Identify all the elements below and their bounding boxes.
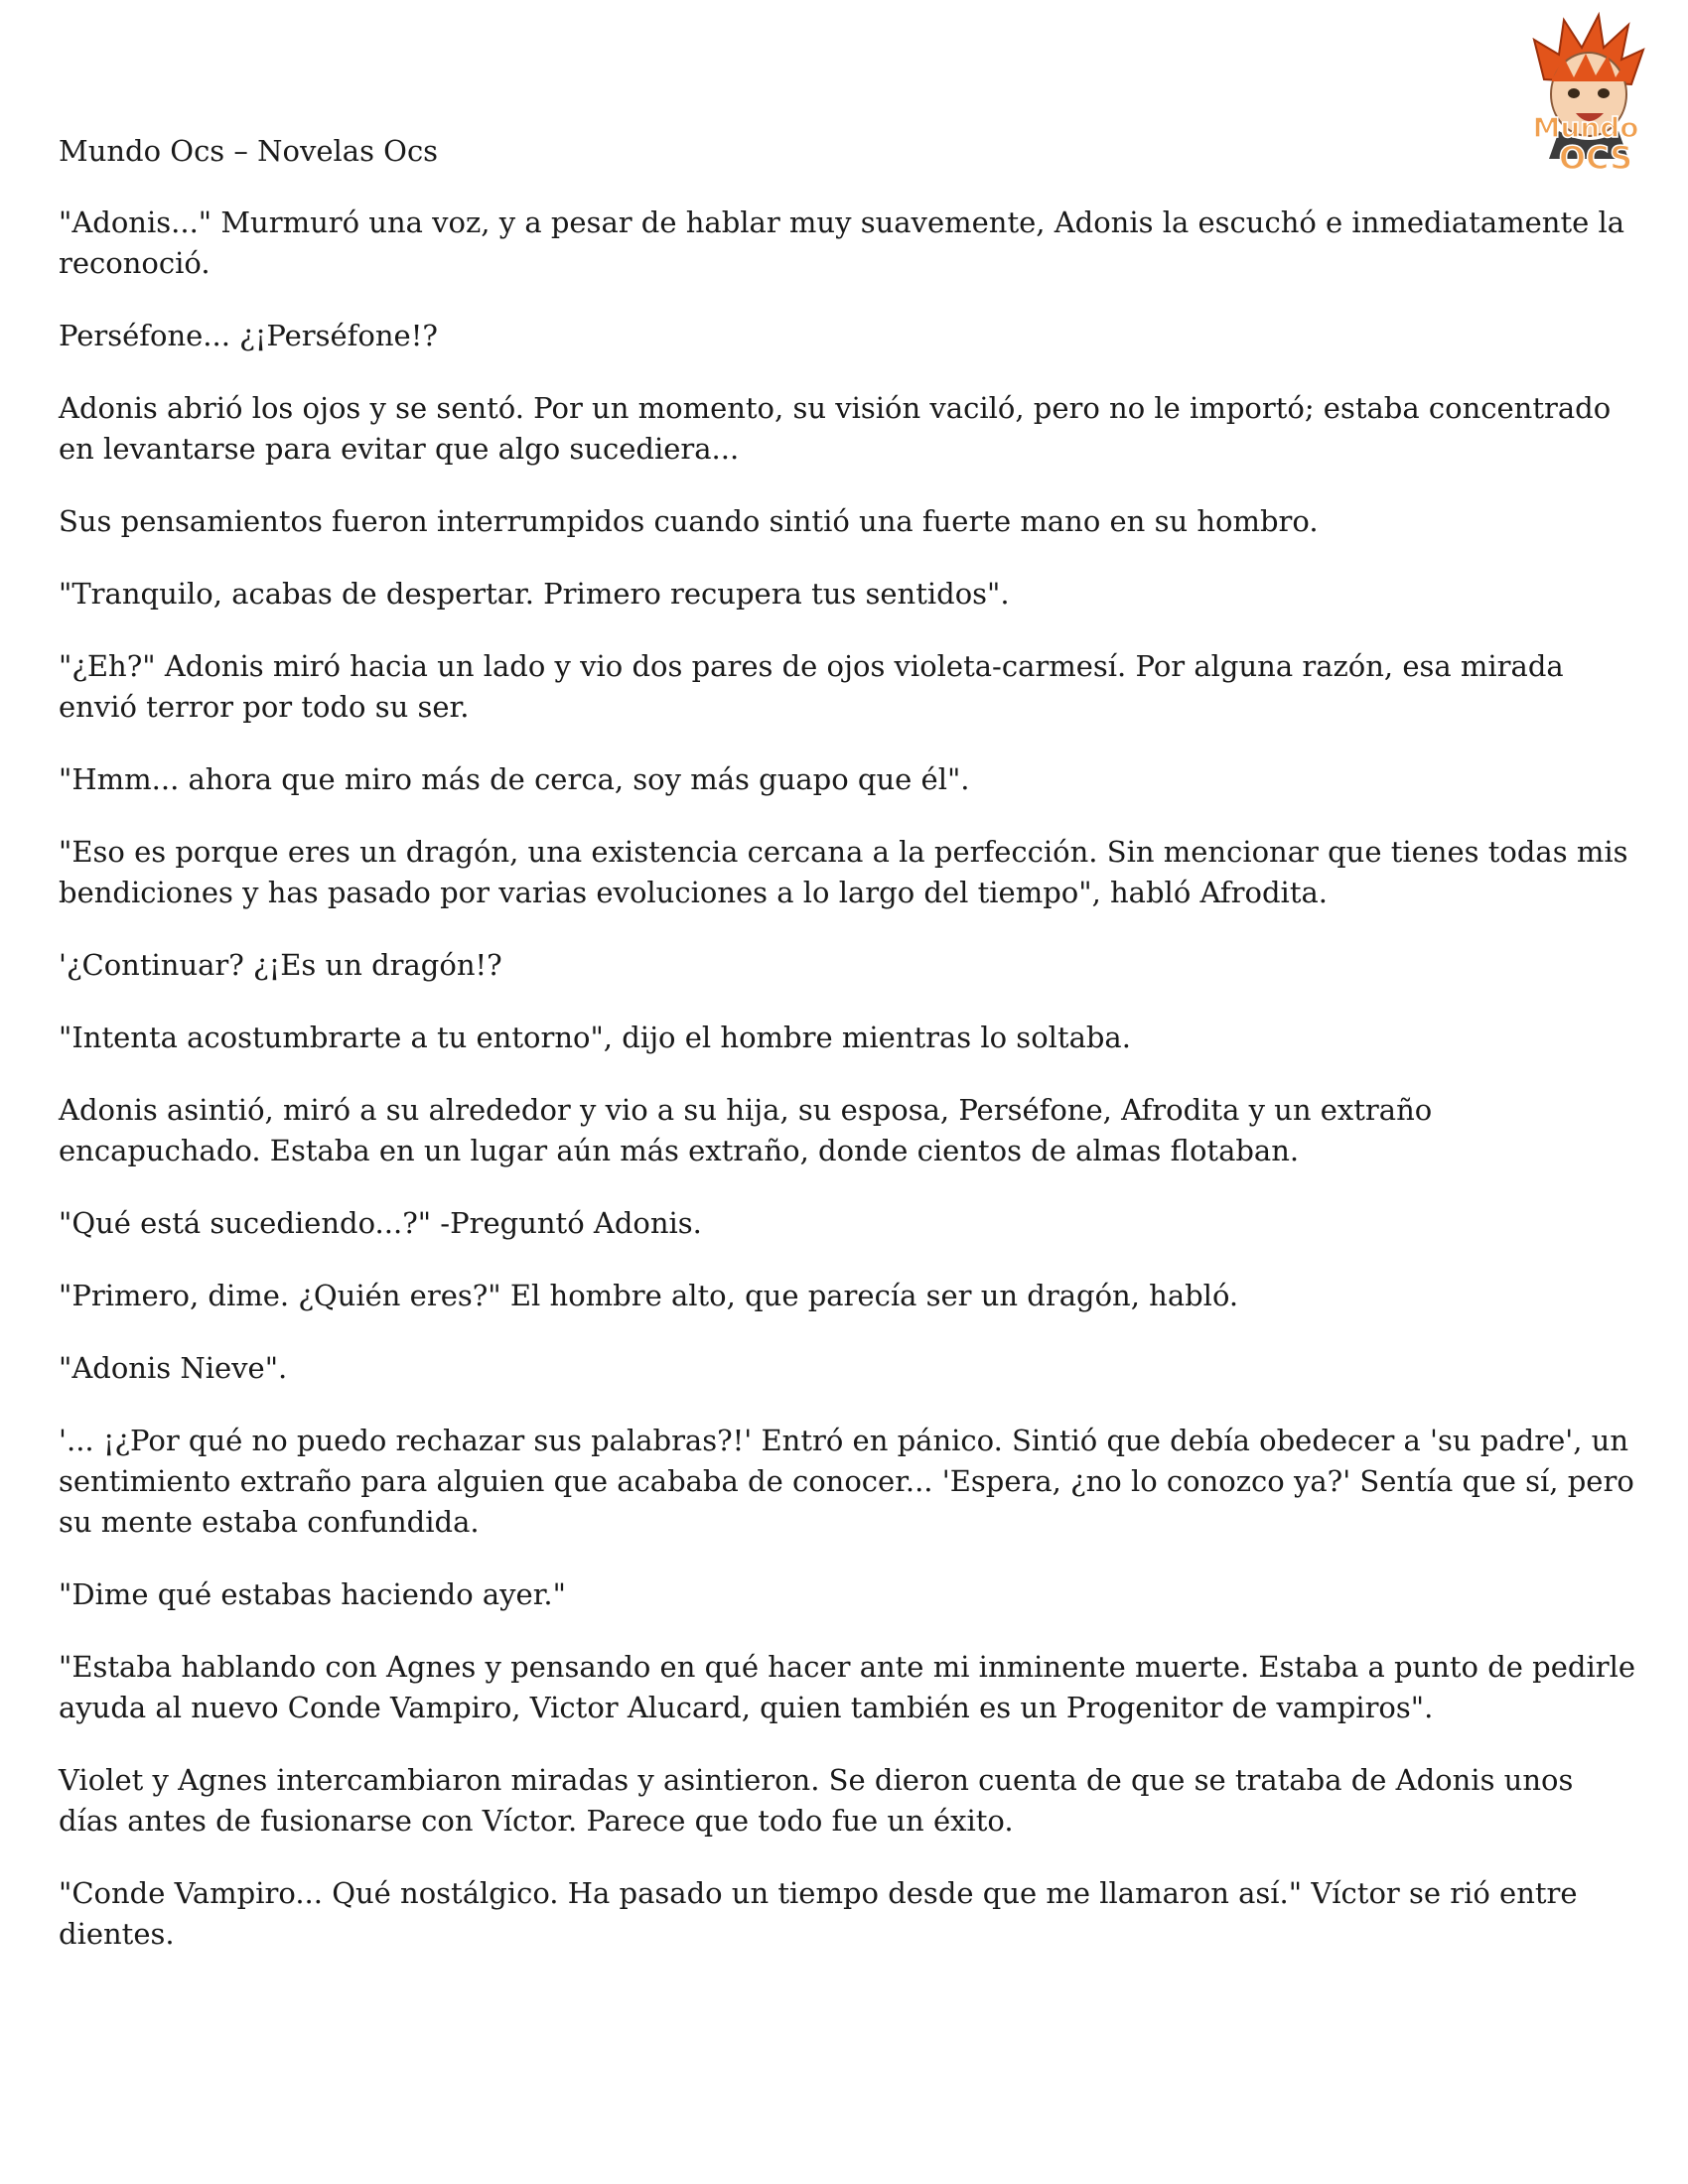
paragraph: "Estaba hablando con Agnes y pensando en qué hacer ante mi inminente muerte. Estaba a punto de pedirle ayuda al nuevo Conde Vampiro, Victor Alucard, quien también es un Progenitor de vampiros". (59, 1650, 1636, 1724)
paragraph: "Adonis..." Murmuró una voz, y a pesar de hablar muy suavemente, Adonis la escuchó e inmediatamente la reconoció. (59, 205, 1625, 280)
paragraph: Violet y Agnes intercambiaron miradas y asintieron. Se dieron cuenta de que se trataba de Adonis unos días antes de fusionarse con Víctor. Parece que todo fue un éxito. (59, 1763, 1574, 1838)
paragraph: '... ¡¿Por qué no puedo rechazar sus palabras?!' Entró en pánico. Sintió que debía obedecer a 'su padre', un sentimiento extraño para alguien que acababa de conocer... 'Espera, ¿no lo conozco ya?' Sentía que sí, pero su mente estaba confundida. (59, 1424, 1634, 1539)
logo-text-top: Mundo (1532, 111, 1639, 144)
logo-text-bottom: OCS (1558, 139, 1633, 177)
paragraph: '¿Continuar? ¿¡Es un dragón!? (59, 948, 502, 982)
paragraph: "Primero, dime. ¿Quién eres?" El hombre alto, que parecía ser un dragón, habló. (59, 1279, 1239, 1312)
paragraph: "¿Eh?" Adonis miró hacia un lado y vio dos pares de ojos violeta-carmesí. Por alguna razón, esa mirada envió terror por todo su ser. (59, 649, 1564, 724)
paragraph: Adonis asintió, miró a su alrededor y vio a su hija, su esposa, Perséfone, Afrodita y un extraño encapuchado. Estaba en un lugar aún más extraño, donde cientos de almas flotaban. (59, 1093, 1433, 1167)
paragraph: "Dime qué estabas haciendo ayer." (59, 1577, 566, 1611)
paragraph: Sus pensamientos fueron interrumpidos cuando sintió una fuerte mano en su hombro. (59, 504, 1319, 538)
paragraph: "Qué está sucediendo...?" -Preguntó Adonis. (59, 1206, 702, 1240)
paragraph: "Eso es porque eres un dragón, una existencia cercana a la perfección. Sin mencionar que tienes todas mis bendiciones y has pasado por varias evoluciones a lo largo del tiempo", habló Afrodita. (59, 835, 1628, 909)
paragraph: Adonis abrió los ojos y se sentó. Por un momento, su visión vaciló, pero no le importó; estaba concentrado en levantarse para evitar que algo sucediera... (59, 391, 1612, 466)
paragraph: "Intenta acostumbrarte a tu entorno", dijo el hombre mientras lo soltaba. (59, 1021, 1131, 1054)
paragraph: "Conde Vampiro... Qué nostálgico. Ha pasado un tiempo desde que me llamaron así." Víctor se rió entre dientes. (59, 1876, 1578, 1951)
site-title: Mundo Ocs – Novelas Ocs (59, 134, 439, 168)
document-body (59, 131, 1637, 1986)
paragraph: "Adonis Nieve". (59, 1351, 288, 1385)
paragraph: "Tranquilo, acabas de despertar. Primero recupera tus sentidos". (59, 577, 1010, 611)
paragraph: Perséfone... ¿¡Perséfone!? (59, 319, 438, 352)
paragraph: "Hmm... ahora que miro más de cerca, soy más guapo que él". (59, 762, 970, 796)
